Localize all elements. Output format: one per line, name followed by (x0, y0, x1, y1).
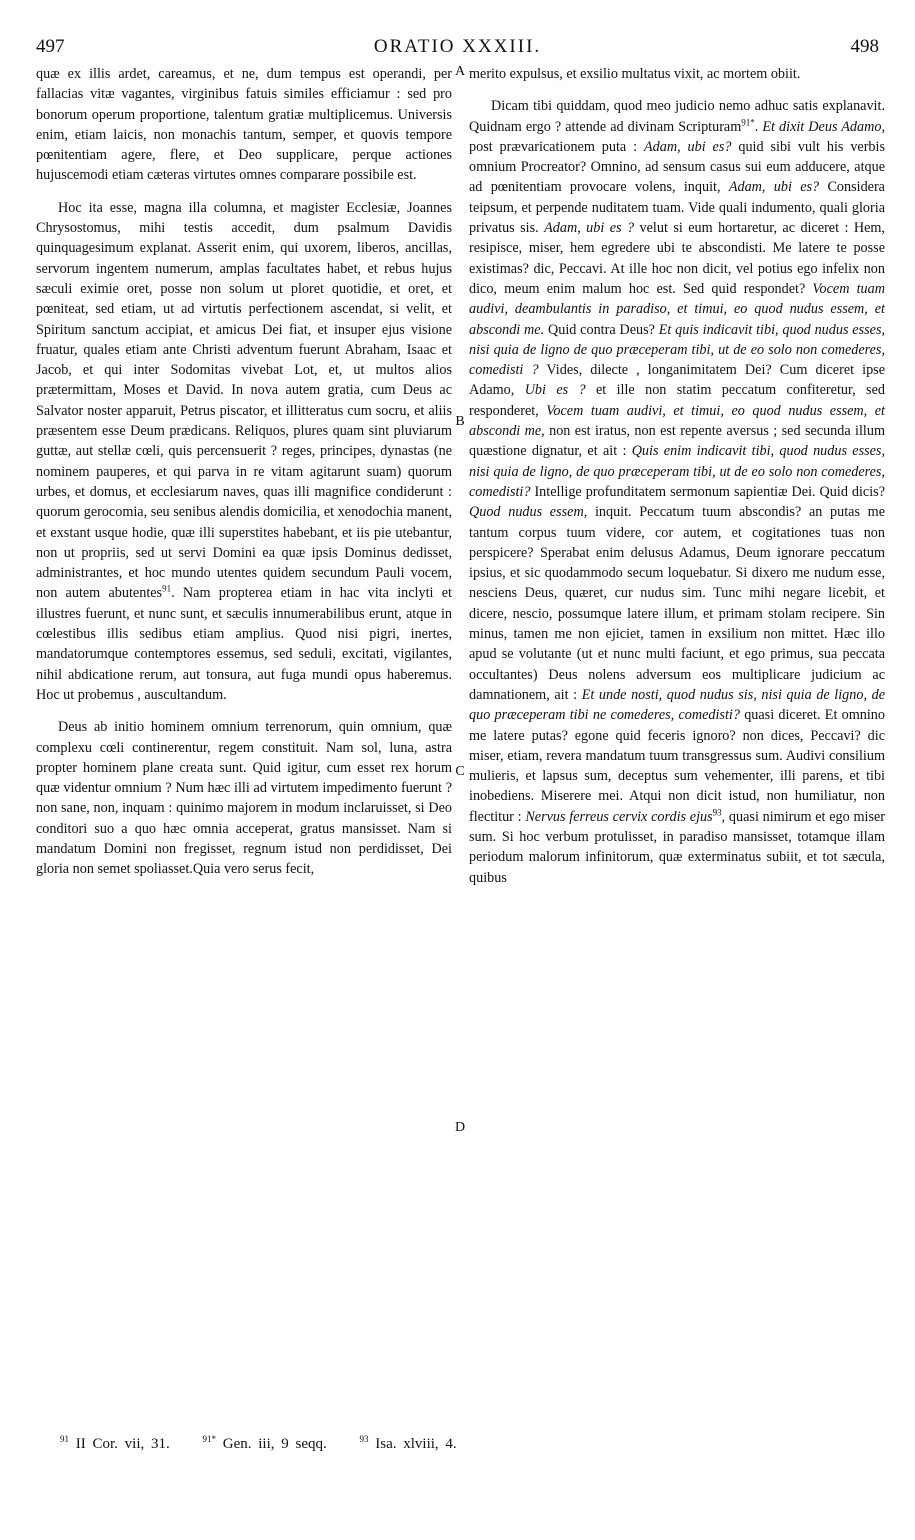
scripture-quote: Adam, ubi es? (728, 179, 820, 196)
running-title: ORATIO XXXIII. (373, 36, 542, 57)
footnote-ref: 91* (741, 116, 755, 127)
footnote-ref: 93 (712, 806, 722, 817)
left-column (36, 64, 452, 880)
margin-mark-a: A (454, 64, 466, 79)
page-number-left: 497 (36, 36, 65, 57)
footnote: $^{93}$ Isa. xlviii, 4. (359, 1434, 457, 1452)
scripture-quote: Vocem tuam audivi, et timui, eo quod nudus essem, et abscondi me, (469, 402, 885, 440)
scripture-quote: Et quis indicavit tibi, quod nudus esses, nisi quia de ligno de quo præceperam tibi, ut de eo solo non comederes, comedisti ? (469, 321, 886, 379)
paragraph: merito expulsus, et exsilio multatus vixit, ac mortem obiit. (469, 66, 801, 82)
scripture-quote: Adam, ubi es? (643, 138, 732, 155)
margin-mark-b: B (455, 414, 465, 429)
scripture-quote: Ubi es ? (524, 382, 586, 399)
page-header (36, 36, 879, 60)
paragraph: Deus ab initio hominem omnium terrenorum, quin omnium, quæ complexu cœli continerentur, regem constituit. Nam sol, luna, astra propter hominem plane creata sunt. Quid igitur, cum esset rex horum quæ videntur omnium ? Num hæc illi ad virtutem impedimento fuerunt ? non sane, non, inquam : quinimo majorem in modum inclaruisset, si Deo conditori suo a quo hæc omnia acceperat, gratus mansisset. Nam si mandatum Domini non fregisset, regnum istud non perdidisset, Dei gloria non semet spoliasset.Quia vero serus fecit, (36, 719, 452, 878)
margin-mark-c: C (455, 764, 465, 779)
paragraph: Hoc ita esse, magna illa columna, et magister Ecclesiæ, Joannes Chrysostomus, mihi testis accedit, dum psalmum Davidis quinquagesimum explanat. Asserit enim, qui uxorem, liberos, ancillas, servorum ingentem numerum, amplas facultates habet, et rebus hujus sæculi eximie oret, posse non solum ut ploret quotidie, et oret, et pœniteat, sed etiam, ut ad virtutis perfectionem ascendat, si velit, et Spiritum sanctum accipiat, et amicus Dei fiat, et insuper ejus visione fruatur, quales etiam ante Christi adventum fuerunt Abraham, Isaac et Jacob, et qui inter Sodomitas vivebat Lot, et, ut multos alios prætermittam, Moses et David. In nova autem gratia, cum Deus ac Salvator noster apparuit, Petrus piscator, et illitteratus cum socru, et aliis præsentem esse Deum prædicans. Reliquos, plures quam sint pluviarum guttæ, aut stellæ cœli, quis percensuerit ? reges, principes, dynastas (ne nominem pauperes, et qui parva in re vitam agitarunt suam) quorum urbes, et domus, et ecclesiarum naves, quas illi magnifice condiderunt : quorum gerocomia, seu senibus alendis domicilia, et xenodochia manent, et exstant usque hodie, quæ illi superstites habebant, et iis pie utebantur, non ut propriis, sed ut servi Domini ea quæ ipsis Dominus dedisset, administrantes, et hoc mundo utentes quidem secundum Pauli vocem, non autem abutentes$^{91}$. Nam propterea etiam in hac vita inclyti et illustres fuerunt, et nunc sunt, et sæculis innumerabilibus erunt, atque in cœlestibus illis sedibus etiam amplius. Quod nisi pigri, inertes, mandatorumque contemptores essemus, sed seduli, excitati, vigilantes, nihil abdicatione rerum, aut tonsura, aut fuga mundi opus haberemus. Hoc ut probemus , auscultandum. (36, 199, 452, 703)
paragraph: quæ ex illis ardet, careamus, et ne, dum tempus est operandi, per fallacias vitæ vagantes, virginibus fatuis similes efficiamur : sed pro bonorum operum proportione, talentum gratiæ multiplicemus. Universis enim, etiam laicis, non monachis tantum, semper, et quovis tempore pœnitentiam agere, flere, et Deo supplicare, perque actiones hujuscemodi etiam cæteras virtutes omnes comparare possibile est. (36, 66, 452, 184)
right-column (469, 64, 885, 888)
page-number-right: 498 (850, 36, 879, 57)
scripture-quote: Vocem tuam audivi, deambulantis in paradiso, et timui, eo quod nudus essem, et abscondi me. (469, 280, 885, 338)
scripture-quote: Et dixit Deus Adamo, (762, 118, 885, 135)
scripture-quote: Adam, ubi es ? (544, 220, 635, 237)
scripture-quote: Et unde nosti, quod nudus sis, nisi quia de ligno, de quo præceperam tibi ne comederes, comedisti? (469, 686, 886, 724)
scripture-quote: Nervus ferreus cervix cordis ejus (525, 808, 713, 825)
margin-mark-d: D (454, 1120, 466, 1135)
paragraph: Dicam tibi quiddam, quod meo judicio nemo adhuc satis explanavit. Quidnam ergo ? attende ad divinam Scripturam$^{91*}$. Et dixit Deus Adamo, post prævaricationem puta : Adam, ubi es? quid sibi vult his verbis omnium Procreator? Omnino, ad sensum casus sui eum adducere, atque ad pœnitentiam provocare volens, inquit, Adam, ubi es? Considera teipsum, et perpende nuditatem tuam. Vide quali indumento, quali gloria privatus sis. Adam, ubi es ? velut si eum hortaretur, ac diceret : Hem, resipisce, miser, hem egredere ubi te abscondisti. Me latere te posse existimas? dic, Peccavi. At ille hoc non dicit, vel potius ego infelix non dico, meum enim malum hoc est. Sed quid respondet? Vocem tuam audivi, deambulantis in paradiso, et timui, eo quod nudus essem, et abscondi me. Quid contra Deus? Et quis indicavit tibi, quod nudus esses, nisi quia de ligno de quo præceperam tibi, ut de eo solo non comederes, comedisti ? Vides, dilecte , longanimitatem Dei? Cum diceret ipse Adamo, Ubi es ? et ille non statim peccatum confiteretur, sed responderet, Vocem tuam audivi, et timui, eo quod nudus essem, et abscondi me, non est iratus, non est repente aversus ; sed secunda illum quæstione dignatur, et ait : Quis enim indicavit tibi, quod nudus esses, nisi quia de ligno, de quo præceperam tibi, ut de eo solo non comederes, comedisti? Intellige profunditatem sermonum sapientiæ Dei. Quid dicis? Quod nudus essem, inquit. Peccatum tuum abscondis? an putas me tantum corpus tuum videre, cor autem, et cogitationes tuas non perspicere? Sperabat enim delusus Adamus, Deum ignorare peccatum ipsius, et sic quodammodo secum loquebatur. Si dixero me nudum esse, nesciens Deus, quæret, cur nudus sim. Tunc mihi negare licebit, et dicere, nescio, possumque latere illum, et primam stolam recipere. Sin minus, tamen me non ejiciet, tamen in exsilium non mittet. Hæc illo apud se volutante (ut et nunc multi faciunt, et ego primus, sua peccata occultantes) Deus nolens adversum eos multiplicare judicium ac damnationem, ait : Et unde nosti, quod nudus sis, nisi quia de ligno, de quo præceperam tibi ne comederes, comedisti? quasi diceret. Et omnino me latere putas? egone quid feceris ignoro? non dices, Peccavi? dic miser, etiam, revera mandatum tuum transgressus sum. Audivi consilium mulieris, et lapsus sum, deceptus sum vehementer, illi parens, et tibi inobediens. Miserere mei. Atqui non dicit istud, non humiliatur, non flectitur : Nervus ferreus cervix cordis ejus$^{93}$, quasi nimirum et ego miser sum. Si hoc verbum protulisset, in paradiso mansisset, totamque illam periodum malorum infinitorum, quæ exterminatus subiit, et tot sæcula, quibus (469, 98, 886, 886)
footnote: $^{91}$ II Cor. vii, 31. (60, 1434, 170, 1452)
footnote-ref: 91 (162, 583, 172, 594)
footnote: $^{91*}$ Gen. iii, 9 seqq. (202, 1434, 327, 1452)
footnotes (60, 1434, 457, 1453)
scripture-quote: Quis enim indicavit tibi, quod nudus esses, nisi quia de ligno, de quo præceperam tibi, ut de eo solo non comederes, comedisti? (469, 443, 885, 500)
scripture-quote: Quod nudus essem, (469, 504, 588, 521)
